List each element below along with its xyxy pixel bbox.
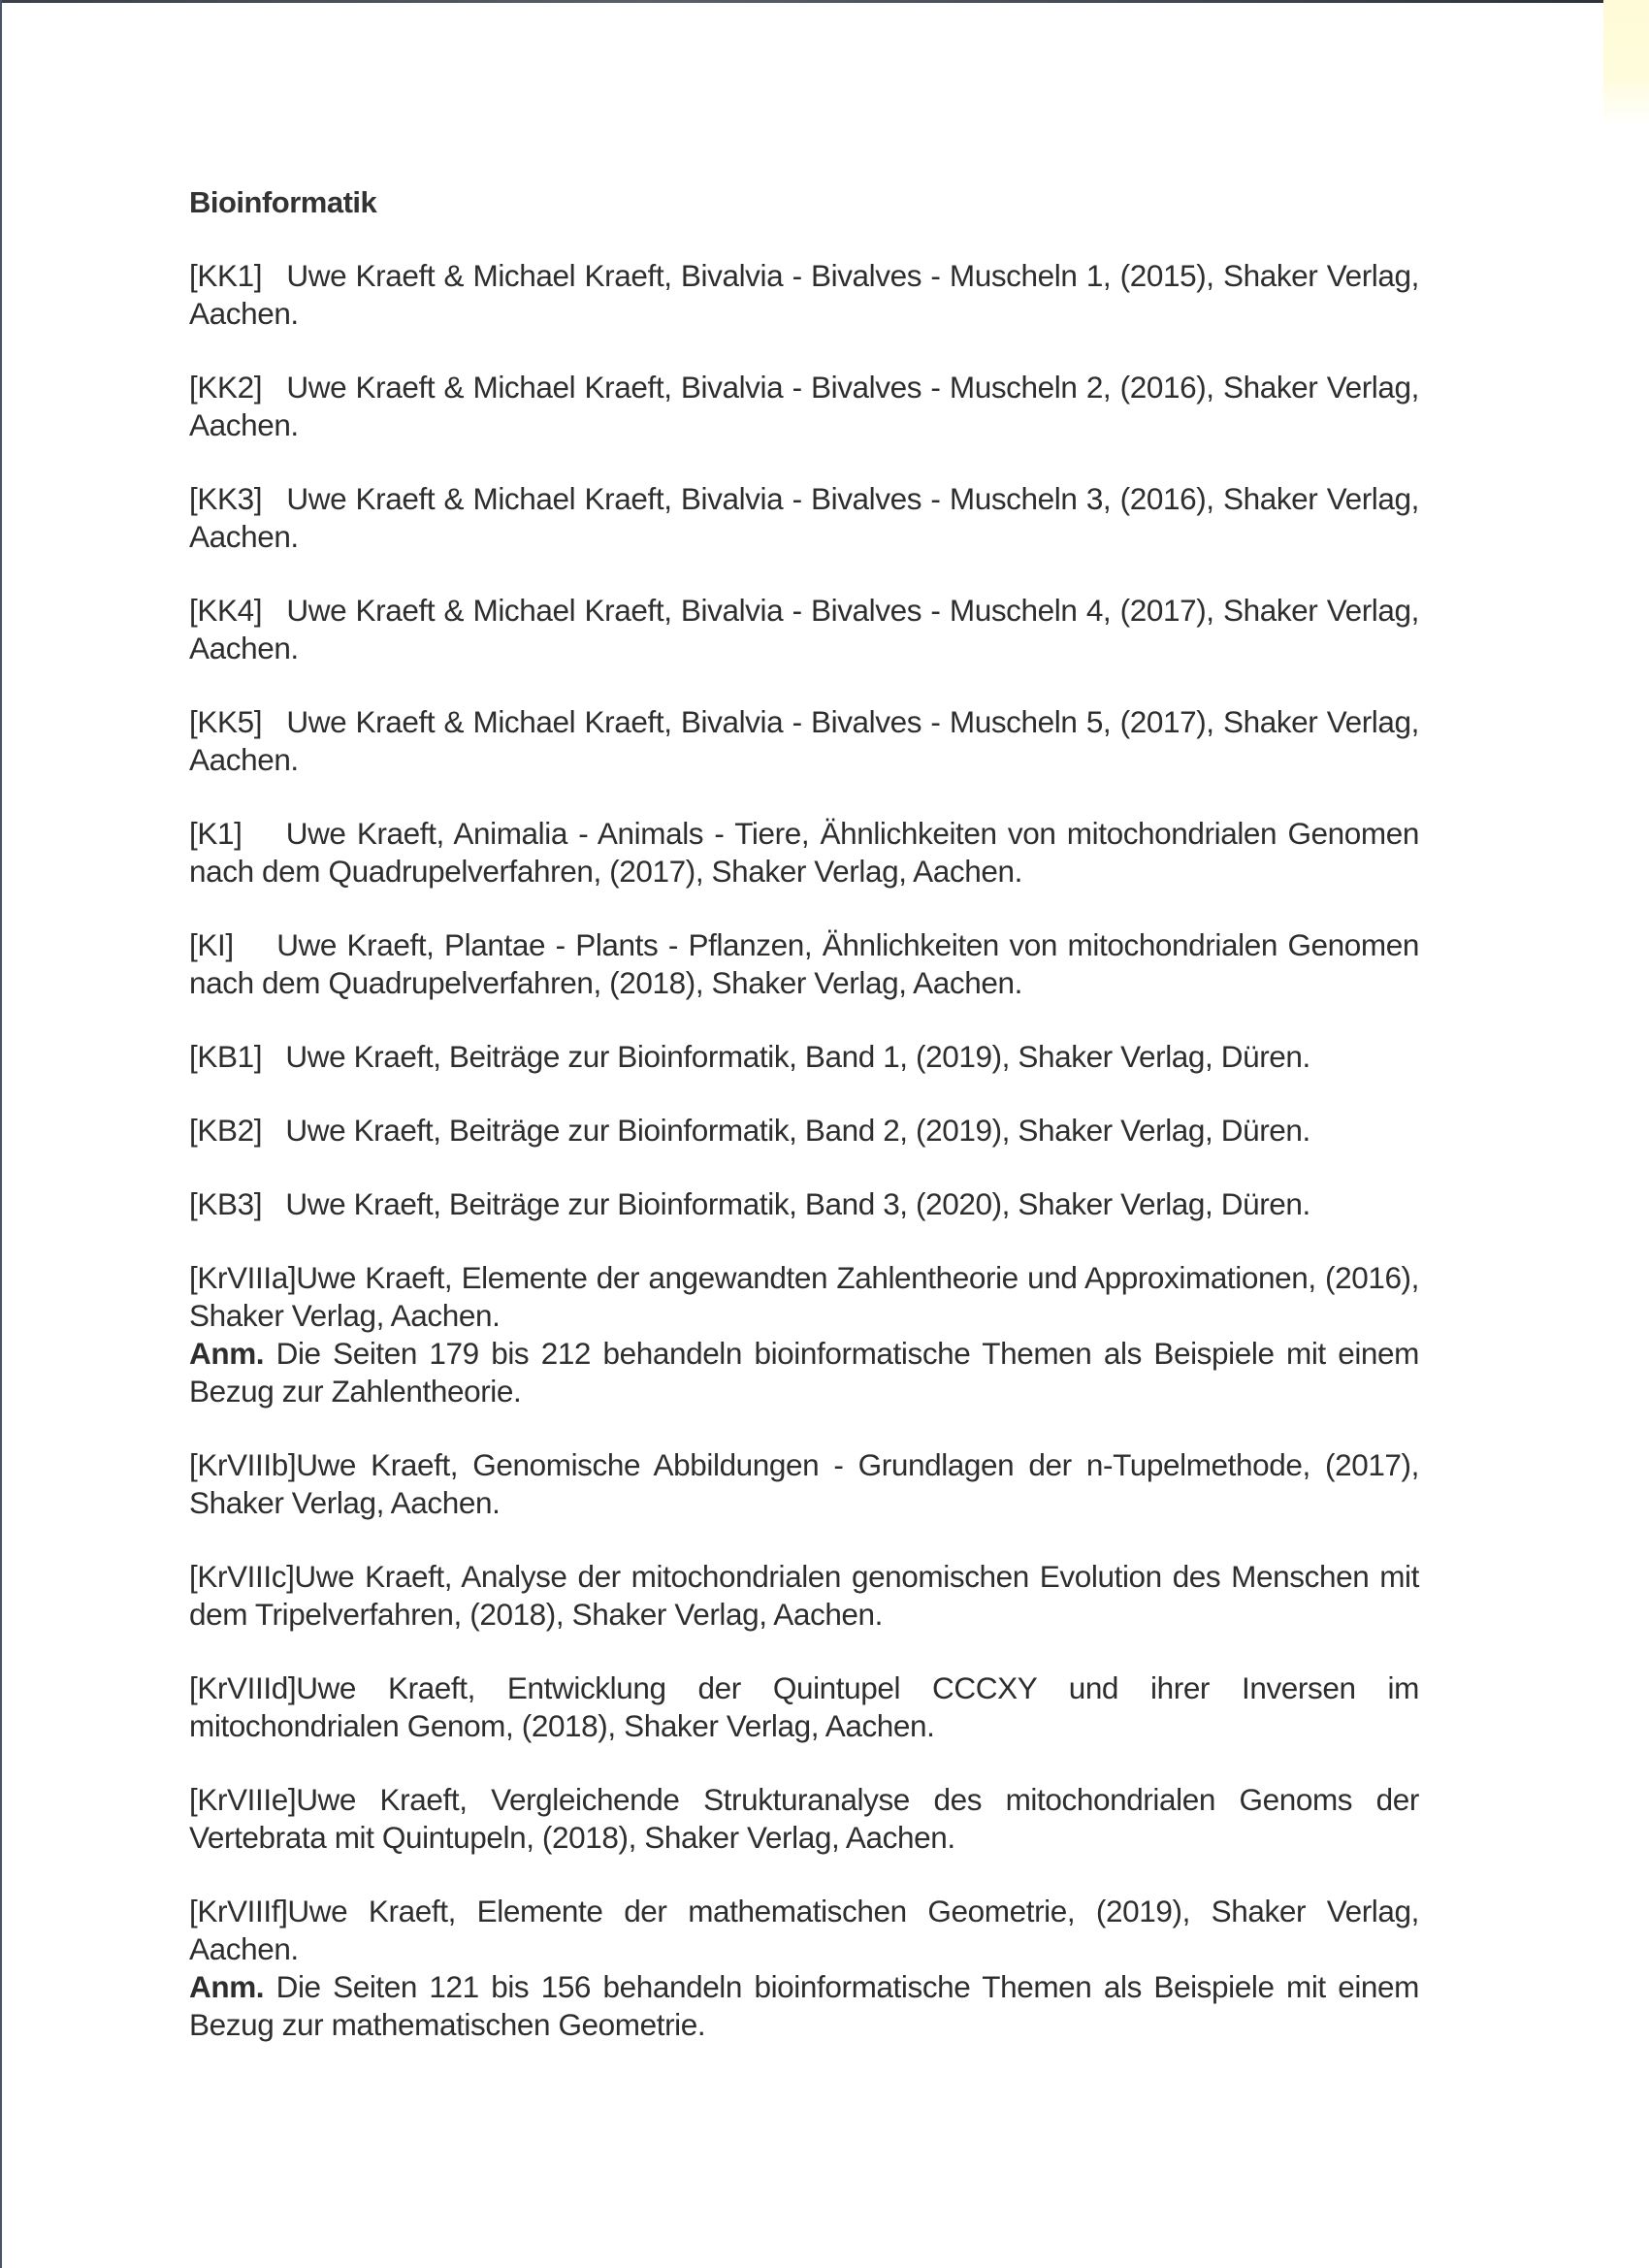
reference-key: [KK2] bbox=[189, 370, 263, 405]
note-label: Anm. bbox=[189, 1969, 265, 2004]
reference-entry-kb1 bbox=[189, 1038, 1419, 1076]
note-label: Anm. bbox=[189, 1336, 265, 1371]
reference-entry-krviiid bbox=[189, 1669, 1419, 1745]
reference-key: [KrVIIIe] bbox=[189, 1782, 297, 1817]
reference-entry-kk5 bbox=[189, 703, 1419, 779]
scan-yellow-tint bbox=[1603, 0, 1649, 126]
reference-key: [KK3] bbox=[189, 481, 263, 516]
reference-key: [KB3] bbox=[189, 1186, 263, 1221]
reference-key: [KrVIIIa] bbox=[189, 1260, 297, 1295]
reference-entry-kk3 bbox=[189, 480, 1419, 556]
reference-entry-kk2 bbox=[189, 369, 1419, 444]
reference-text: Uwe Kraeft, Beiträge zur Bioinformatik, Band 3, (2020), Shaker Verlag, Düren. bbox=[285, 1186, 1310, 1221]
scan-left-edge bbox=[0, 0, 2, 2268]
reference-text: Uwe Kraeft & Michael Kraeft, Bivalvia - Bivalves - Muscheln 5, (2017), Shaker Verlag, Aachen. bbox=[189, 704, 1419, 777]
reference-text: Uwe Kraeft, Plantae - Plants - Pflanzen, Ähnlichkeiten von mitochondrialen Genomen nach dem Quadrupelverfahren, (2018), Shaker Verlag, Aachen. bbox=[189, 927, 1419, 1000]
reference-key: [KI] bbox=[189, 927, 234, 962]
reference-text: Uwe Kraeft, Beiträge zur Bioinformatik, Band 2, (2019), Shaker Verlag, Düren. bbox=[285, 1113, 1310, 1148]
reference-key: [KB2] bbox=[189, 1113, 263, 1148]
reference-entry-krviiib bbox=[189, 1446, 1419, 1522]
reference-entry-krviiif bbox=[189, 1893, 1419, 2044]
reference-text: Uwe Kraeft, Elemente der angewandten Zahlentheorie und Approximationen, (2016), Shaker Verlag, Aachen. bbox=[189, 1260, 1419, 1333]
section-heading: Bioinformatik bbox=[189, 185, 377, 219]
reference-entry-kb2 bbox=[189, 1112, 1419, 1150]
reference-text: Uwe Kraeft, Genomische Abbildungen - Grundlagen der n-Tupelmethode, (2017), Shaker Verlag, Aachen. bbox=[189, 1447, 1419, 1520]
reference-entry-krviiie bbox=[189, 1781, 1419, 1857]
reference-entry-k1 bbox=[189, 815, 1419, 891]
reference-entry-kk1 bbox=[189, 257, 1419, 333]
reference-entry-ki bbox=[189, 926, 1419, 1002]
note-text: Die Seiten 179 bis 212 behandeln bioinformatische Themen als Beispiele mit einem Bezug zur Zahlentheorie. bbox=[189, 1336, 1420, 1409]
note-text: Die Seiten 121 bis 156 behandeln bioinformatische Themen als Beispiele mit einem Bezug zur mathematischen Geometrie. bbox=[189, 1969, 1420, 2042]
reference-text: Uwe Kraeft, Entwicklung der Quintupel CCCXY und ihrer Inversen im mitochondrialen Genom, (2018), Shaker Verlag, Aachen. bbox=[189, 1670, 1419, 1743]
reference-text: Uwe Kraeft & Michael Kraeft, Bivalvia - Bivalves - Muscheln 2, (2016), Shaker Verlag, Aachen. bbox=[189, 370, 1419, 442]
reference-key: [KrVIIIb] bbox=[189, 1447, 297, 1482]
reference-entry-kk4 bbox=[189, 592, 1419, 667]
reference-key: [KK5] bbox=[189, 704, 263, 739]
scan-top-edge bbox=[0, 0, 1610, 3]
reference-text: Uwe Kraeft, Analyse der mitochondrialen genomischen Evolution des Menschen mit dem Tripelverfahren, (2018), Shaker Verlag, Aachen. bbox=[189, 1559, 1419, 1632]
reference-text: Uwe Kraeft, Beiträge zur Bioinformatik, Band 1, (2019), Shaker Verlag, Düren. bbox=[285, 1039, 1310, 1074]
document-page bbox=[189, 184, 1419, 2080]
reference-key: [KK4] bbox=[189, 593, 263, 628]
reference-note bbox=[189, 1335, 1419, 1410]
reference-text: Uwe Kraeft, Vergleichende Strukturanalyse des mitochondrialen Genoms der Vertebrata mit Quintupeln, (2018), Shaker Verlag, Aachen. bbox=[189, 1782, 1419, 1855]
reference-text: Uwe Kraeft, Animalia - Animals - Tiere, Ähnlichkeiten von mitochondrialen Genomen nach dem Quadrupelverfahren, (2017), Shaker Verlag, Aachen. bbox=[189, 816, 1419, 889]
reference-key: [K1] bbox=[189, 816, 242, 851]
reference-entry-kb3 bbox=[189, 1185, 1419, 1223]
reference-text: Uwe Kraeft, Elemente der mathematischen Geometrie, (2019), Shaker Verlag, Aachen. bbox=[189, 1894, 1419, 1966]
reference-note bbox=[189, 1968, 1419, 2044]
reference-key: [KrVIIId] bbox=[189, 1670, 297, 1705]
reference-key: [KrVIIIc] bbox=[189, 1559, 295, 1594]
reference-text: Uwe Kraeft & Michael Kraeft, Bivalvia - Bivalves - Muscheln 1, (2015), Shaker Verlag, Aachen. bbox=[189, 258, 1419, 331]
reference-text: Uwe Kraeft & Michael Kraeft, Bivalvia - Bivalves - Muscheln 3, (2016), Shaker Verlag, Aachen. bbox=[189, 481, 1419, 554]
reference-key: [KB1] bbox=[189, 1039, 263, 1074]
reference-key: [KrVIIIf] bbox=[189, 1894, 288, 1928]
reference-entry-krviiic bbox=[189, 1558, 1419, 1634]
reference-key: [KK1] bbox=[189, 258, 263, 293]
reference-entry-krviiia bbox=[189, 1259, 1419, 1410]
reference-text: Uwe Kraeft & Michael Kraeft, Bivalvia - Bivalves - Muscheln 4, (2017), Shaker Verlag, Aachen. bbox=[189, 593, 1419, 665]
reference-list bbox=[189, 257, 1419, 2044]
